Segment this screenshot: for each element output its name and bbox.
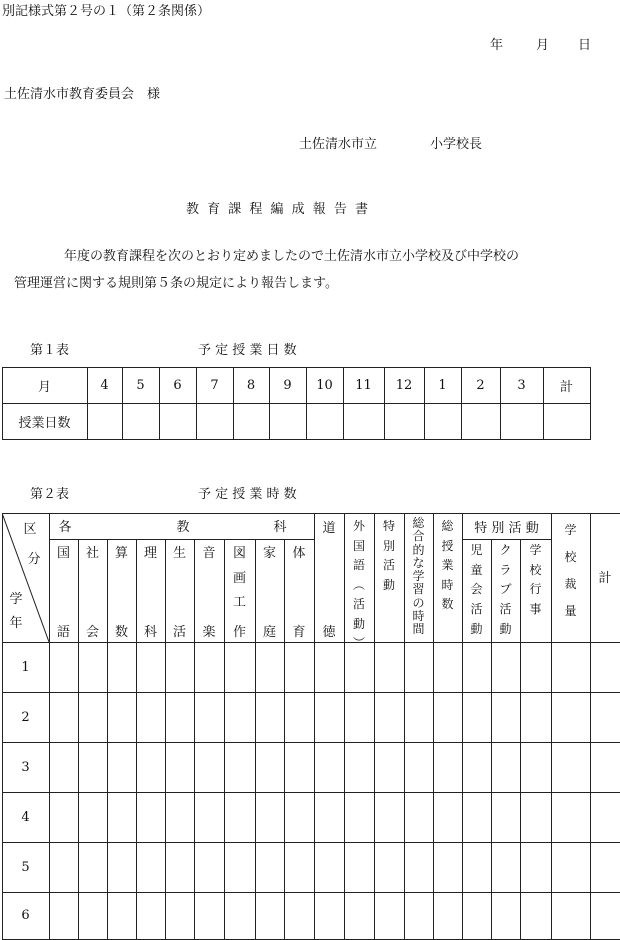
hours-entry-cell[interactable] xyxy=(520,842,552,893)
subject-top-1: 社 xyxy=(85,545,99,561)
subject-top-8: 体 xyxy=(292,545,306,561)
table1-entry-cell[interactable] xyxy=(461,403,501,440)
table1-entry-cell[interactable] xyxy=(196,403,234,440)
table1-entry-cell[interactable] xyxy=(269,403,307,440)
hours-entry-cell[interactable] xyxy=(194,892,225,940)
hours-entry-cell[interactable] xyxy=(136,692,166,743)
corner-label-ku: 区 xyxy=(23,521,37,537)
hours-entry-cell[interactable] xyxy=(49,842,79,893)
table1-entry-cell[interactable] xyxy=(543,403,591,440)
hours-entry-cell[interactable] xyxy=(165,892,195,940)
hours-entry-cell[interactable] xyxy=(551,642,591,693)
table1-entry-cell[interactable] xyxy=(384,403,425,440)
hours-entry-cell[interactable] xyxy=(136,892,166,940)
hours-entry-cell[interactable] xyxy=(551,692,591,743)
hours-entry-cell[interactable] xyxy=(462,642,492,693)
hours-entry-cell[interactable] xyxy=(314,692,345,743)
corner-label-nen: 年 xyxy=(9,615,23,631)
hours-entry-cell[interactable] xyxy=(136,642,166,693)
subject-bottom-4: 活 xyxy=(172,624,186,640)
corner-label-bun: 分 xyxy=(27,551,41,567)
body-line-1: 年度の教育課程を次のとおり定めましたので土佐清水市立小学校及び中学校の xyxy=(64,249,520,264)
subject-top-6: 図 xyxy=(232,545,246,561)
month-header: 月 xyxy=(37,379,51,395)
hours-entry-cell[interactable] xyxy=(462,742,492,793)
hours-entry-cell[interactable] xyxy=(107,642,137,693)
hours-entry-cell[interactable] xyxy=(78,742,108,793)
hours-entry-cell[interactable] xyxy=(433,892,463,940)
total-header: 計 xyxy=(559,379,573,395)
hours-entry-cell[interactable] xyxy=(491,692,521,743)
hours-entry-cell[interactable] xyxy=(462,692,492,743)
school-days-row-label: 授業日数 xyxy=(18,415,71,431)
hours-entry-cell[interactable] xyxy=(255,692,285,743)
body-line-2: 管理運営に関する規則第５条の規定により報告します。 xyxy=(14,276,338,291)
hours-entry-cell[interactable] xyxy=(136,842,166,893)
hours-entry-cell[interactable] xyxy=(49,892,79,940)
hours-entry-cell[interactable] xyxy=(78,842,108,893)
hours-entry-cell[interactable] xyxy=(344,792,375,843)
grade-1: 1 xyxy=(21,659,30,675)
subject-top-4: 生 xyxy=(172,545,186,561)
hours-entry-cell[interactable] xyxy=(433,742,463,793)
subject-top-3: 理 xyxy=(143,545,157,561)
month-9: 9 xyxy=(283,377,292,393)
table1-entry-cell[interactable] xyxy=(424,403,462,440)
month-6: 6 xyxy=(173,377,182,393)
subject-top-0: 国 xyxy=(56,545,70,561)
soujugyo-header: 総 授 業 時 数 xyxy=(441,519,454,611)
hours-entry-cell[interactable] xyxy=(374,842,405,893)
hours-entry-cell[interactable] xyxy=(404,842,434,893)
subject-top-2: 算 xyxy=(114,545,128,561)
hours-entry-cell[interactable] xyxy=(284,842,315,893)
hours-entry-cell[interactable] xyxy=(551,892,591,940)
hours-entry-cell[interactable] xyxy=(107,742,137,793)
hours-entry-cell[interactable] xyxy=(107,842,137,893)
subject-bottom-6: 作 xyxy=(232,624,246,640)
kyoka-char-3: 科 xyxy=(273,519,287,535)
grade-5: 5 xyxy=(21,859,30,875)
hours-entry-cell[interactable] xyxy=(314,892,345,940)
hours-entry-cell[interactable] xyxy=(462,792,492,843)
hours-entry-cell[interactable] xyxy=(165,642,195,693)
sender-city: 土佐清水市立 xyxy=(299,137,378,152)
hours-entry-cell[interactable] xyxy=(404,792,434,843)
tokkatsu-group-label: 特 別 活 動 xyxy=(474,520,539,536)
subject-bottom-2: 数 xyxy=(114,624,128,640)
hours-entry-cell[interactable] xyxy=(314,742,345,793)
tokkatsu-sub-2: 学 校 行 事 xyxy=(529,543,542,617)
hours-entry-cell[interactable] xyxy=(590,742,620,793)
hours-entry-cell[interactable] xyxy=(284,792,315,843)
month-10: 10 xyxy=(316,377,333,393)
hours-entry-cell[interactable] xyxy=(78,642,108,693)
hours-entry-cell[interactable] xyxy=(374,742,405,793)
hours-entry-cell[interactable] xyxy=(165,742,195,793)
table1-entry-cell[interactable] xyxy=(500,403,544,440)
dotoku-bottom: 徳 xyxy=(322,624,336,640)
table1-entry-cell[interactable] xyxy=(87,403,123,440)
hours-entry-cell[interactable] xyxy=(491,742,521,793)
hours-entry-cell[interactable] xyxy=(551,792,591,843)
hours-entry-cell[interactable] xyxy=(194,692,225,743)
hours-entry-cell[interactable] xyxy=(590,892,620,940)
hours-entry-cell[interactable] xyxy=(344,742,375,793)
hours-entry-cell[interactable] xyxy=(194,742,225,793)
table1-entry-cell[interactable] xyxy=(343,403,385,440)
subject-bottom-1: 会 xyxy=(85,624,99,640)
date-month: 月 xyxy=(536,38,550,53)
hours-entry-cell[interactable] xyxy=(491,642,521,693)
hours-entry-cell[interactable] xyxy=(491,792,521,843)
addressee: 土佐清水市教育委員会 様 xyxy=(4,87,161,102)
document-title: 教 育 課 程 編 成 報 告 書 xyxy=(186,202,371,217)
month-2: 2 xyxy=(476,377,485,393)
date-year: 年 xyxy=(490,38,504,53)
hours-entry-cell[interactable] xyxy=(165,692,195,743)
table1-entry-cell[interactable] xyxy=(159,403,197,440)
hours-entry-cell[interactable] xyxy=(374,642,405,693)
hours-entry-cell[interactable] xyxy=(107,892,137,940)
hours-entry-cell[interactable] xyxy=(194,642,225,693)
month-4: 4 xyxy=(100,377,109,393)
subject-top-5: 音 xyxy=(202,545,216,561)
hours-entry-cell[interactable] xyxy=(520,792,552,843)
hours-entry-cell[interactable] xyxy=(136,792,166,843)
hours-entry-cell[interactable] xyxy=(590,692,620,743)
hours-entry-cell[interactable] xyxy=(404,692,434,743)
form-header: 別記様式第２号の１（第２条関係） xyxy=(2,4,211,19)
hours-entry-cell[interactable] xyxy=(314,792,345,843)
hours-entry-cell[interactable] xyxy=(224,642,256,693)
hours-entry-cell[interactable] xyxy=(520,642,552,693)
subject-bottom-0: 語 xyxy=(56,624,70,640)
hours-entry-cell[interactable] xyxy=(404,892,434,940)
hours-entry-cell[interactable] xyxy=(520,742,552,793)
hours-entry-cell[interactable] xyxy=(433,692,463,743)
hours-entry-cell[interactable] xyxy=(590,842,620,893)
hours-entry-cell[interactable] xyxy=(433,842,463,893)
hours-entry-cell[interactable] xyxy=(551,742,591,793)
dotoku-top: 道 xyxy=(322,520,336,536)
hours-entry-cell[interactable] xyxy=(224,742,256,793)
hours-entry-cell[interactable] xyxy=(107,792,137,843)
subject-top-7: 家 xyxy=(262,545,276,561)
subject-mid-6-1: 工 xyxy=(232,594,246,610)
subject-bottom-5: 楽 xyxy=(202,624,216,640)
hours-entry-cell[interactable] xyxy=(404,642,434,693)
hours-entry-cell[interactable] xyxy=(520,892,552,940)
hours-entry-cell[interactable] xyxy=(344,642,375,693)
hours-entry-cell[interactable] xyxy=(590,642,620,693)
month-11: 11 xyxy=(355,377,372,393)
table1-label: 第１表 xyxy=(30,343,70,358)
hours-entry-cell[interactable] xyxy=(491,892,521,940)
hours-entry-cell[interactable] xyxy=(224,692,256,743)
hours-entry-cell[interactable] xyxy=(107,692,137,743)
subject-bottom-7: 庭 xyxy=(262,624,276,640)
gakko-sairyo-label: 学 校 裁 量 xyxy=(564,523,577,618)
kyoka-char-2: 教 xyxy=(176,519,190,535)
corner-label-gaku: 学 xyxy=(9,591,23,607)
sougou-header: 総 合 的 な 学 習 の 時 間 xyxy=(412,516,425,637)
subject-bottom-8: 育 xyxy=(292,624,306,640)
hours-entry-cell[interactable] xyxy=(49,692,79,743)
kyoka-char-1: 各 xyxy=(58,519,72,535)
hours-entry-cell[interactable] xyxy=(255,792,285,843)
hours-entry-cell[interactable] xyxy=(374,892,405,940)
month-5: 5 xyxy=(136,377,145,393)
grade-6: 6 xyxy=(21,908,30,923)
hours-entry-cell[interactable] xyxy=(284,742,315,793)
tokkatsu-sub-1: ク ラ ブ 活 動 xyxy=(499,543,512,636)
hours-entry-cell[interactable] xyxy=(314,642,345,693)
hours-entry-cell[interactable] xyxy=(491,842,521,893)
hours-entry-cell[interactable] xyxy=(433,792,463,843)
table1-title: 予 定 授 業 日 数 xyxy=(198,343,297,358)
hours-entry-cell[interactable] xyxy=(255,892,285,940)
hours-entry-cell[interactable] xyxy=(404,742,434,793)
hours-entry-cell[interactable] xyxy=(136,742,166,793)
hours-entry-cell[interactable] xyxy=(590,792,620,843)
table2-label: 第２表 xyxy=(30,487,70,502)
grade-2: 2 xyxy=(21,709,30,725)
gaikokugo-header: 外 国 語 ︵ 活 動 ︶ xyxy=(352,519,365,650)
hours-entry-cell[interactable] xyxy=(194,842,225,893)
hours-entry-cell[interactable] xyxy=(49,792,79,843)
hours-entry-cell[interactable] xyxy=(224,892,256,940)
hours-entry-cell[interactable] xyxy=(344,892,375,940)
tokubetsu-katsudo-header: 特 別 活 動 xyxy=(382,519,395,592)
hours-entry-cell[interactable] xyxy=(165,792,195,843)
hours-entry-cell[interactable] xyxy=(374,792,405,843)
subject-mid-6-0: 画 xyxy=(232,570,246,586)
hours-entry-cell[interactable] xyxy=(344,692,375,743)
hours-entry-cell[interactable] xyxy=(78,692,108,743)
month-1: 1 xyxy=(438,377,447,393)
month-8: 8 xyxy=(246,377,256,393)
hours-entry-cell[interactable] xyxy=(433,642,463,693)
table1-entry-cell[interactable] xyxy=(122,403,160,440)
hours-entry-cell[interactable] xyxy=(78,792,108,843)
hours-entry-cell[interactable] xyxy=(284,692,315,743)
date-day: 日 xyxy=(578,38,592,53)
grade-4: 4 xyxy=(21,809,30,825)
hours-entry-cell[interactable] xyxy=(374,692,405,743)
hours-entry-cell[interactable] xyxy=(255,842,285,893)
hours-entry-cell[interactable] xyxy=(284,892,315,940)
hours-entry-cell[interactable] xyxy=(224,792,256,843)
hours-entry-cell[interactable] xyxy=(224,842,256,893)
hours-entry-cell[interactable] xyxy=(49,742,79,793)
table2-title: 予 定 授 業 時 数 xyxy=(198,487,297,502)
hours-entry-cell[interactable] xyxy=(551,842,591,893)
tokkatsu-sub-0: 児 童 会 活 動 xyxy=(470,543,483,636)
hours-entry-cell[interactable] xyxy=(49,642,79,693)
hours-entry-cell[interactable] xyxy=(255,742,285,793)
month-12: 12 xyxy=(395,377,413,393)
month-7: 7 xyxy=(210,377,219,393)
subject-bottom-3: 科 xyxy=(143,624,157,640)
hours-entry-cell[interactable] xyxy=(78,892,108,940)
month-3: 3 xyxy=(517,377,526,393)
total-label: 計 xyxy=(598,570,612,586)
table1-entry-cell[interactable] xyxy=(233,403,270,440)
hours-entry-cell[interactable] xyxy=(344,842,375,893)
sender-school: 小学校長 xyxy=(430,137,483,152)
hours-entry-cell[interactable] xyxy=(165,842,195,893)
hours-entry-cell[interactable] xyxy=(314,842,345,893)
hours-entry-cell[interactable] xyxy=(520,692,552,743)
hours-entry-cell[interactable] xyxy=(255,642,285,693)
hours-entry-cell[interactable] xyxy=(284,642,315,693)
hours-entry-cell[interactable] xyxy=(194,792,225,843)
hours-entry-cell[interactable] xyxy=(462,892,492,940)
hours-entry-cell[interactable] xyxy=(462,842,492,893)
grade-3: 3 xyxy=(21,759,30,775)
table1-entry-cell[interactable] xyxy=(306,403,344,440)
